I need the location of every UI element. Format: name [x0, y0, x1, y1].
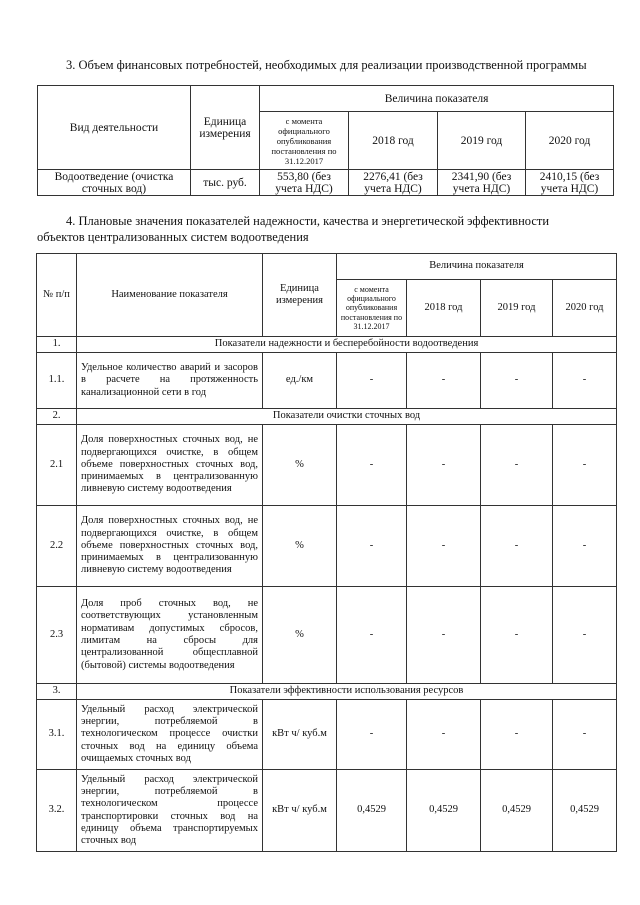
row-name: Удельный расход электрической энергии, потребляемой в технологическом процессе очистки сточных вод на единицу объема очищаемых сточных вод — [77, 700, 263, 770]
section4-title-line2: объектов централизованных систем водоотведения — [37, 230, 309, 244]
header-2020: 2020 год — [526, 112, 614, 170]
table-row — [37, 700, 617, 770]
row-2018: 0,4529 — [407, 770, 481, 852]
row-unit: тыс. руб. — [191, 170, 260, 196]
section4-title-line1: 4. Плановые значения показателей надежности, качества и энергетической эффективности — [66, 214, 550, 228]
section-title: Показатели очистки сточных вод — [77, 409, 617, 425]
row-unit: ед./км — [263, 353, 337, 409]
row-since: 0,4529 — [337, 770, 407, 852]
section-row — [37, 337, 617, 353]
row-name: Удельное количество аварий и засоров в расчете на протяженность канализационной сети в год — [77, 353, 263, 409]
section-title: Показатели надежности и бесперебойности водоотведения — [77, 337, 617, 353]
header-unit: Единица измерения — [263, 254, 337, 337]
section-num: 1. — [37, 337, 77, 353]
row-2019: - — [481, 353, 553, 409]
row-activity: Водоотведение (очистка сточных вод) — [38, 170, 191, 196]
row-2019: 0,4529 — [481, 770, 553, 852]
table-row — [37, 506, 617, 587]
header-2019: 2019 год — [438, 112, 526, 170]
table-row — [38, 170, 614, 196]
header-unit: Единица измерения — [191, 86, 260, 170]
header-value: Величина показателя — [260, 86, 614, 112]
row-name: Доля поверхностных сточных вод, не подвергающихся очистке, в общем объеме поверхностных сточных вод, принимаемых в централизованную ливневую систему водоотведения — [77, 506, 263, 587]
header-name: Наименование показателя — [77, 254, 263, 337]
section-num: 3. — [37, 684, 77, 700]
row-name: Доля поверхностных сточных вод, не подвергающихся очистке, в общем объеме поверхностных сточных вод, принимаемых в централизованную ливневую систему водоотведения — [77, 425, 263, 506]
row-2020: - — [553, 353, 617, 409]
row-since: - — [337, 587, 407, 684]
row-since: - — [337, 425, 407, 506]
row-num: 1.1. — [37, 353, 77, 409]
indicators-table — [36, 253, 617, 852]
row-2020: - — [553, 587, 617, 684]
row-since: - — [337, 353, 407, 409]
row-2019: 2341,90 (без учета НДС) — [438, 170, 526, 196]
row-num: 2.2 — [37, 506, 77, 587]
row-2020: - — [553, 506, 617, 587]
row-unit: % — [263, 587, 337, 684]
header-2020: 2020 год — [553, 280, 617, 337]
row-2020: - — [553, 700, 617, 770]
row-since: - — [337, 700, 407, 770]
row-2018: - — [407, 700, 481, 770]
header-num: № п/п — [37, 254, 77, 337]
header-2019: 2019 год — [481, 280, 553, 337]
table-row — [37, 353, 617, 409]
row-2020: 0,4529 — [553, 770, 617, 852]
header-since: с момента официального опубликования постановления по 31.12.2017 — [260, 112, 349, 170]
row-since: 553,80 (без учета НДС) — [260, 170, 349, 196]
row-2020: - — [553, 425, 617, 506]
row-unit: кВт ч/ куб.м — [263, 700, 337, 770]
section-num: 2. — [37, 409, 77, 425]
row-2019: - — [481, 506, 553, 587]
table-row — [37, 770, 617, 852]
table-row — [37, 587, 617, 684]
section3-title: 3. Объем финансовых потребностей, необходимых для реализации производственной программы — [66, 58, 587, 72]
row-2018: - — [407, 587, 481, 684]
row-2020: 2410,15 (без учета НДС) — [526, 170, 614, 196]
row-2018: - — [407, 353, 481, 409]
row-unit: % — [263, 425, 337, 506]
row-unit: кВт ч/ куб.м — [263, 770, 337, 852]
header-value: Величина показателя — [337, 254, 617, 280]
section-row — [37, 684, 617, 700]
header-2018: 2018 год — [407, 280, 481, 337]
row-since: - — [337, 506, 407, 587]
row-num: 3.1. — [37, 700, 77, 770]
row-2018: - — [407, 425, 481, 506]
row-num: 2.3 — [37, 587, 77, 684]
row-2019: - — [481, 587, 553, 684]
row-2019: - — [481, 425, 553, 506]
row-unit: % — [263, 506, 337, 587]
header-since: с момента официального опубликования постановления по 31.12.2017 — [337, 280, 407, 337]
row-2019: - — [481, 700, 553, 770]
row-num: 3.2. — [37, 770, 77, 852]
section-row — [37, 409, 617, 425]
header-2018: 2018 год — [349, 112, 438, 170]
section-title: Показатели эффективности использования ресурсов — [77, 684, 617, 700]
row-name: Удельный расход электрической энергии, потребляемой в технологическом процессе транспортировки сточных вод на единицу объема транспортируемых сточных вод — [77, 770, 263, 852]
header-activity: Вид деятельности — [38, 86, 191, 170]
table-row — [37, 425, 617, 506]
row-name: Доля проб сточных вод, не соответствующих установленным нормативам допустимых сбросов, лимитам на сбросы для централизованной общесплавной (бытовой) системы водоотведения — [77, 587, 263, 684]
row-num: 2.1 — [37, 425, 77, 506]
financial-needs-table — [37, 85, 614, 196]
row-2018: - — [407, 506, 481, 587]
row-2018: 2276,41 (без учета НДС) — [349, 170, 438, 196]
